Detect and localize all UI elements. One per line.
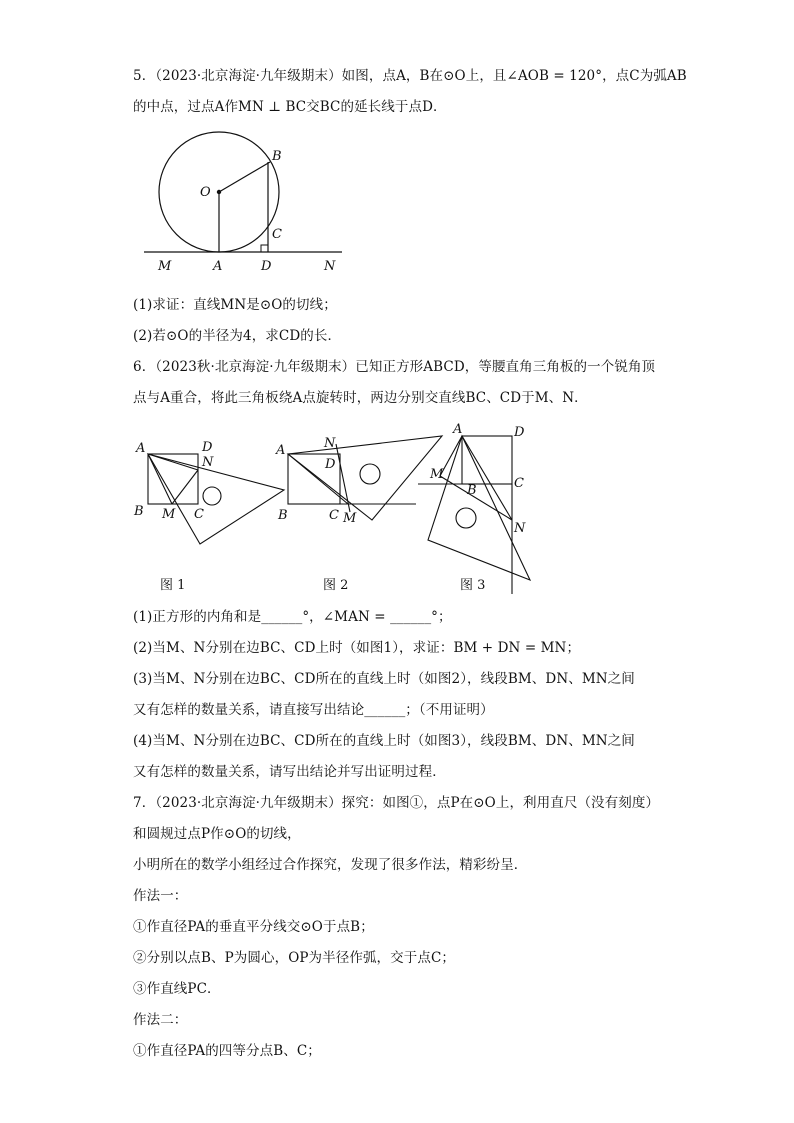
q6-fig3-label-A: A (453, 422, 463, 437)
q6-fig1-label-B: B (134, 504, 144, 519)
q6-part2: (2)当M、N分别在边BC、CD上时（如图1），求证：BM + DN = MN； (133, 640, 581, 656)
q5-label-D: D (261, 259, 272, 274)
q6-fig1-label-N: N (202, 455, 214, 470)
q6-fig2-label-A: A (276, 443, 286, 458)
q6-fig1-label-C: C (194, 507, 204, 522)
q5-stem-line2: 的中点，过点A作MN ⊥ BC交BC的延长线于点D． (133, 99, 447, 115)
q6-fig1-label-A: A (136, 441, 146, 456)
q6-fig3-label-B: B (467, 483, 477, 498)
q5-label-A: A (213, 259, 223, 274)
q6-stem-line1: 6．（2023秋·北京海淀·九年级期末）已知正方形ABCD，等腰直角三角板的一个锐角顶 (133, 359, 656, 375)
q7-method1-step2: ②分别以点B、P为圆心，OP为半径作弧，交于点C； (133, 950, 455, 966)
q7-method2-step1: ①作直径PA的四等分点B、C； (133, 1043, 321, 1059)
q7-method1-step3: ③作直线PC． (133, 981, 221, 997)
q6-caption-3: 图 3 (460, 578, 486, 593)
q6-fig3-label-N: N (514, 521, 526, 536)
q6-fig2-label-N: N (324, 436, 336, 451)
q6-fig2-label-C: C (329, 508, 339, 523)
q6-part1: (1)正方形的内角和是______°，∠MAN = ______°； (133, 609, 452, 625)
q6-part3-line2: 又有怎样的数量关系，请直接写出结论______；（不用证明） (133, 702, 494, 718)
q5-part1: (1)求证：直线MN是⊙O的切线； (133, 297, 337, 313)
q6-fig3-label-D: D (514, 425, 525, 440)
q7-method2-title: 作法二： (133, 1012, 188, 1028)
q6-part3-line1: (3)当M、N分别在边BC、CD所在的直线上时（如图2），线段BM、DN、MN之间 (133, 671, 635, 687)
q6-part4-line1: (4)当M、N分别在边BC、CD所在的直线上时（如图3），线段BM、DN、MN之间 (133, 733, 635, 749)
q6-caption-1: 图 1 (160, 578, 186, 593)
q6-figure-3 (418, 422, 530, 594)
q6-caption-2: 图 2 (323, 578, 349, 593)
q6-figure-1 (133, 440, 284, 593)
q5-part2: (2)若⊙O的半径为4，求CD的长． (133, 328, 342, 344)
q6-fig3-label-C: C (514, 476, 524, 491)
q6-fig3-label-M: M (430, 467, 444, 482)
q6-part4-line2: 又有怎样的数量关系，请写出结论并写出证明过程． (133, 764, 446, 780)
q6-figures (128, 418, 548, 598)
q5-stem-line1: 5．（2023·北京海淀·九年级期末）如图，点A，B在⊙O上，且∠AOB = 120°，点C为弧AB (133, 68, 687, 84)
q7-method1-title: 作法一： (133, 888, 188, 904)
q6-fig2-label-B: B (278, 508, 288, 523)
q7-stem-line2: 和圆规过点P作⊙O的切线， (133, 826, 301, 842)
q5-figure-circle-tangent (130, 128, 360, 278)
q5-label-N: N (324, 259, 336, 274)
q7-stem-line1: 7．（2023·北京海淀·九年级期末）探究：如图①，点P在⊙O上，利用直尺（没有刻度） (133, 795, 660, 811)
q5-label-M: M (158, 259, 172, 274)
q5-label-O: O (200, 185, 211, 200)
q7-method1-step1: ①作直径PA的垂直平分线交⊙O于点B； (133, 919, 374, 935)
q6-fig1-label-M: M (162, 507, 176, 522)
q5-label-B: B (272, 149, 282, 164)
q6-fig1-label-D: D (202, 440, 213, 455)
q7-stem-line3: 小明所在的数学小组经过合作探究，发现了很多作法，精彩纷呈． (133, 857, 528, 873)
q6-fig2-label-M: M (343, 511, 357, 526)
q5-label-C: C (272, 227, 282, 242)
q6-stem-line2: 点与A重合，将此三角板绕A点旋转时，两边分别交直线BC、CD于M、N． (133, 390, 588, 406)
q6-fig2-label-D: D (325, 457, 336, 472)
q6-figure-2 (275, 436, 442, 593)
